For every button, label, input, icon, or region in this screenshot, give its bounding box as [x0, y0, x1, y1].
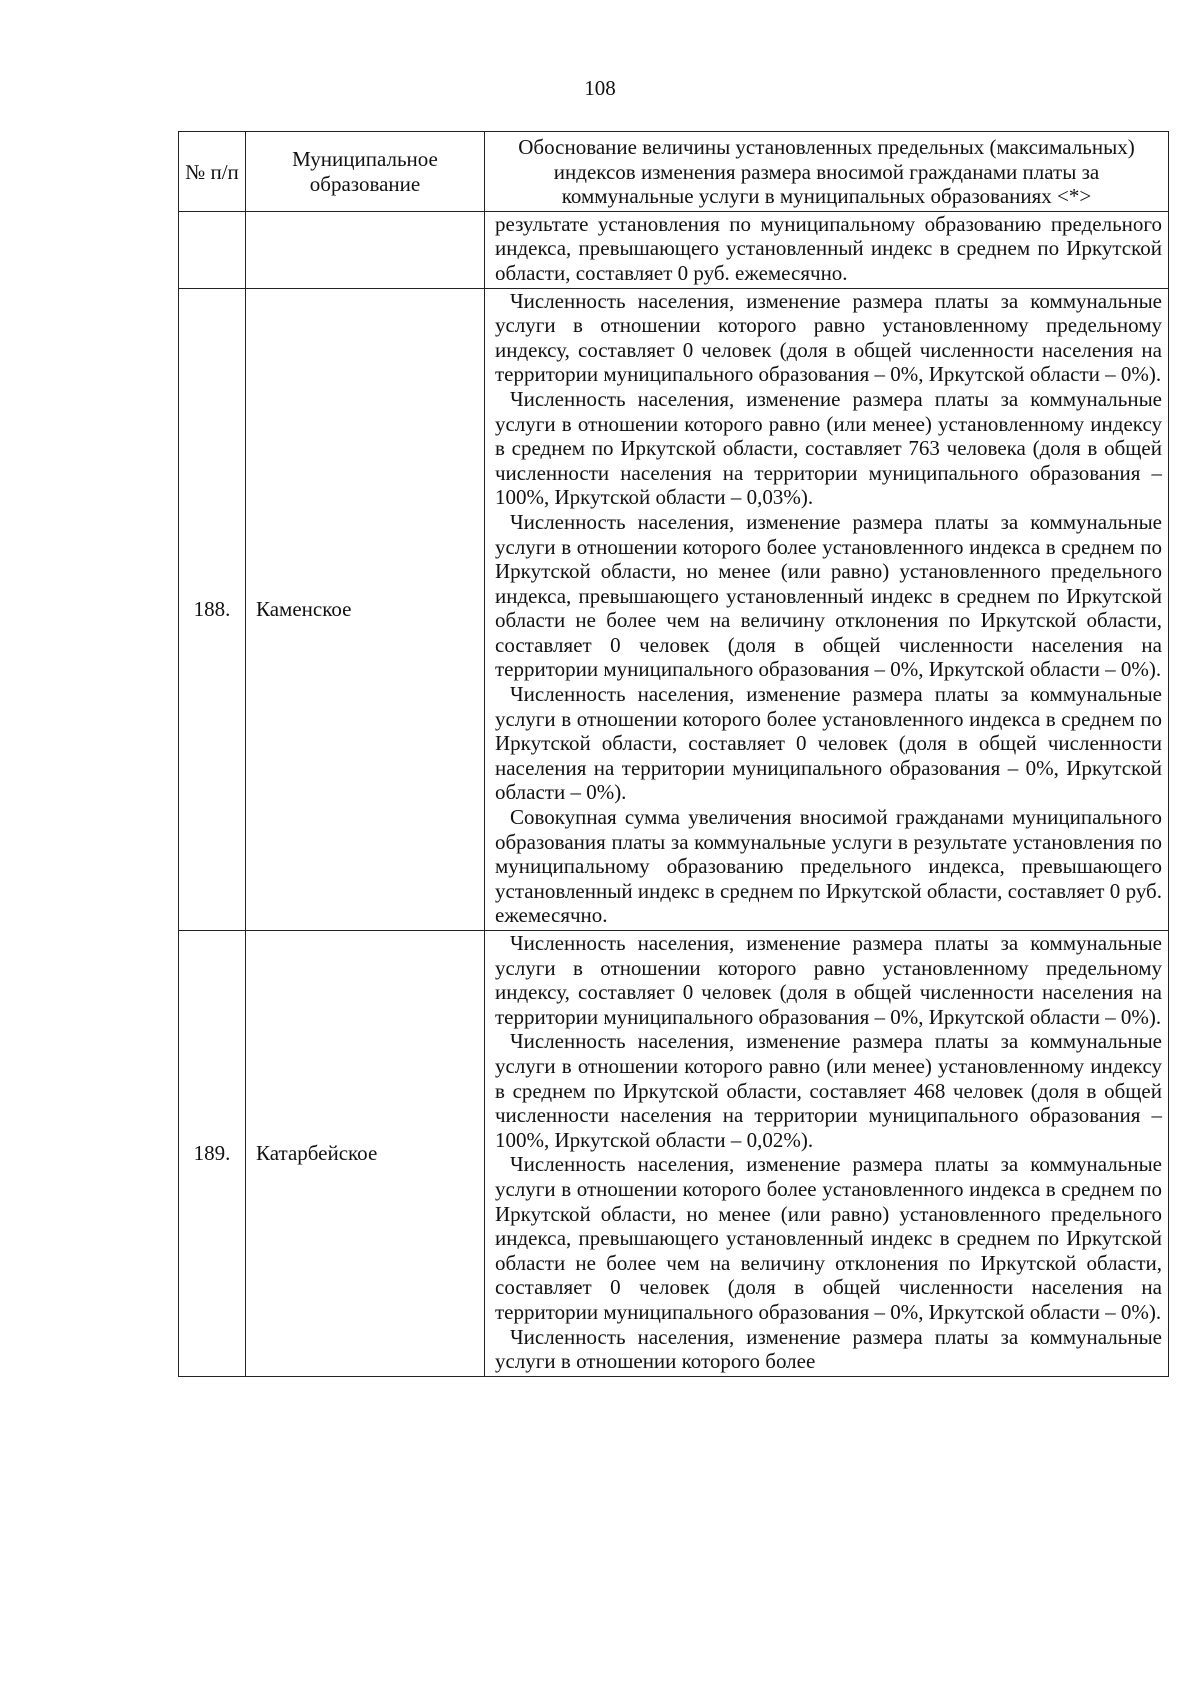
header-municipality: Муниципальное образование	[246, 132, 485, 212]
table-row-continuation	[179, 211, 1169, 288]
row-number	[179, 211, 246, 288]
table-row	[179, 931, 1169, 1377]
row-municipality: Каменское	[246, 288, 485, 930]
paragraph: результате установления по муниципальному образованию предельного индекса, превышающего установленный индекс в среднем по Иркутской области, составляет 0 руб. ежемесячно.	[495, 211, 1162, 285]
table-header-row	[179, 132, 1169, 212]
row-municipality: Катарбейское	[246, 931, 485, 1377]
header-number: № п/п	[179, 132, 246, 212]
page-number: 108	[584, 76, 616, 100]
paragraph: Численность населения, изменение размера платы за коммунальные услуги в отношении которого равно установленному предельному индексу, составляет 0 человек (доля в общей численности населения на территории муниципального образования – 0%, Иркутской области – 0%).	[495, 288, 1162, 387]
row-number: 188.	[179, 288, 246, 930]
paragraph: Численность населения, изменение размера платы за коммунальные услуги в отношении которого более установленного индекса в среднем по Иркутской области, но менее (или равно) установленного предельного индекса, превышающего установленный индекс в среднем по Иркутской области не более чем на величину отклонения по Иркутской области, составляет 0 человек (доля в общей численности населения на территории муниципального образования – 0%, Иркутской области – 0%).	[495, 509, 1162, 682]
paragraph: Численность населения, изменение размера платы за коммунальные услуги в отношении которого более установленного индекса в среднем по Иркутской области, составляет 0 человек (доля в общей численности населения на территории муниципального образования – 0%, Иркутской области – 0%).	[495, 682, 1162, 805]
row-municipality	[246, 211, 485, 288]
paragraph: Совокупная сумма увеличения вносимой гражданами муниципального образования платы за коммунальные услуги в результате установления по муниципальному образованию предельного индекса, превышающего установленный индекс в среднем по Иркутской области, составляет 0 руб. ежемесячно.	[495, 805, 1162, 928]
row-justification	[485, 288, 1169, 930]
row-number: 189.	[179, 931, 246, 1377]
paragraph: Численность населения, изменение размера платы за коммунальные услуги в отношении которого равно установленному предельному индексу, составляет 0 человек (доля в общей численности населения на территории муниципального образования – 0%, Иркутской области – 0%).	[495, 931, 1162, 1029]
paragraph: Численность населения, изменение размера платы за коммунальные услуги в отношении которого равно (или менее) установленному индексу в среднем по Иркутской области, составляет 468 человек (доля в общей численности населения на территории муниципального образования – 100%, Иркутской области – 0,02%).	[495, 1029, 1162, 1152]
indices-table	[178, 131, 1169, 1377]
paragraph: Численность населения, изменение размера платы за коммунальные услуги в отношении которого равно (или менее) установленному индексу в среднем по Иркутской области, составляет 763 человека (доля в общей численности населения на территории муниципального образования – 100%, Иркутской области – 0,03%).	[495, 386, 1162, 510]
row-justification	[485, 931, 1169, 1377]
paragraph: Численность населения, изменение размера платы за коммунальные услуги в отношении которого более установленного индекса в среднем по Иркутской области, но менее (или равно) установленного предельного индекса, превышающего установленный индекс в среднем по Иркутской области не более чем на величину отклонения по Иркутской области, составляет 0 человек (доля в общей численности населения на территории муниципального образования – 0%, Иркутской области – 0%).	[495, 1152, 1162, 1324]
row-justification	[485, 211, 1169, 288]
table-row	[179, 288, 1169, 930]
header-justification: Обоснование величины установленных предельных (максимальных) индексов изменения размера вносимой гражданами платы за коммунальные услуги в муниципальных образованиях <*>	[485, 132, 1169, 212]
paragraph: Численность населения, изменение размера платы за коммунальные услуги в отношении которого более	[495, 1324, 1162, 1374]
